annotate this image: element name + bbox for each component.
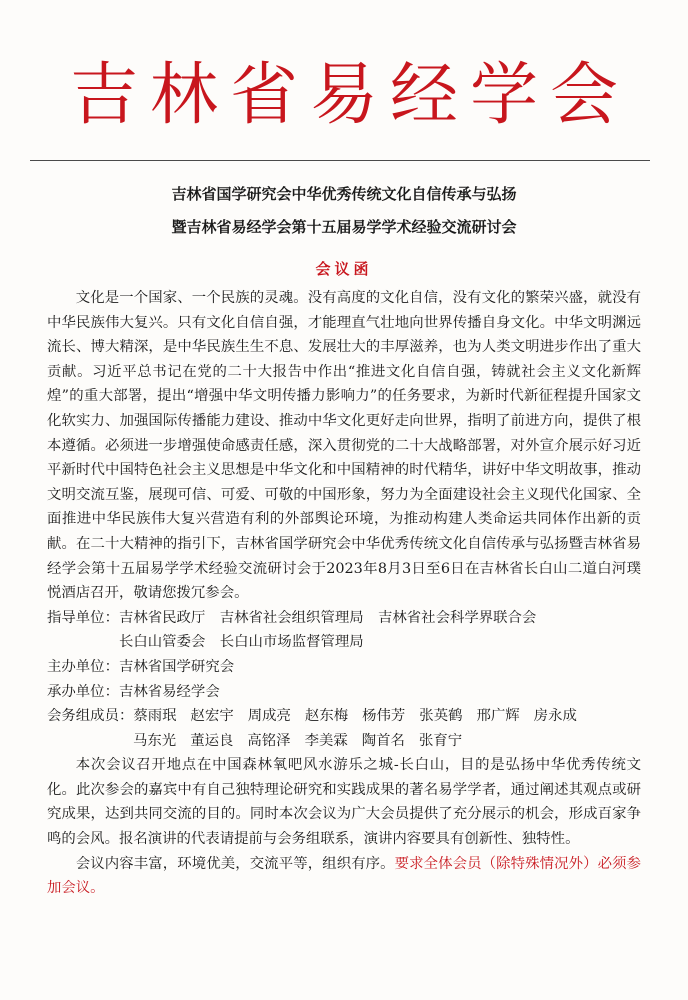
staff-name: 杨伟芳 [362, 708, 406, 725]
document-type-label: 会议函 [315, 260, 373, 278]
venue-paragraph: 本次会议召开地点在中国森林氧吧风水游乐之城-长白山，目的是弘扬中华优秀传统文化。此次参会的嘉宾中有自己独特理论研究和实践成果的著名易学学者，通过阐述其观点或研究成果，达到共同交流的目的。同时本次会议为广大会员提供了充分展示的机会，形成百家争鸣的会风。报名演讲的代表请提前与会务组联系，演讲内容要具有创新性、独特性。 [47, 757, 641, 848]
staff-name: 房永成 [533, 708, 577, 725]
closing-text: 会议内容丰富，环境优美，交流平等，组织有序。 [75, 855, 395, 872]
staff-name: 赵宏宇 [190, 708, 234, 725]
staff-name: 陶首名 [361, 732, 405, 749]
organizer-unit-row [47, 680, 641, 705]
letter-body [47, 286, 641, 901]
staff-name: 张育宁 [418, 732, 463, 749]
header-divider [30, 160, 650, 161]
guidance-units-line-2: 长白山管委会 长白山市场监督管理局 [119, 634, 364, 651]
staff-name: 董运良 [190, 732, 234, 749]
organizer-value: 吉林省易经学会 [118, 683, 220, 700]
org-letterhead-title: 吉林省易经学会 [69, 56, 630, 135]
guidance-label: 指导单位： [47, 609, 119, 626]
staff-name: 张英鹤 [419, 708, 463, 725]
meeting-title-line-1: 吉林省国学研究会中华优秀传统文化自信传承与弘扬 [171, 185, 517, 203]
staff-name: 赵东梅 [304, 708, 349, 725]
staff-name: 蔡雨珉 [133, 708, 177, 725]
host-label: 主办单位： [47, 658, 119, 675]
staff-name: 高铭泽 [247, 732, 291, 749]
host-value: 吉林省国学研究会 [118, 658, 235, 675]
intro-paragraph: 文化是一个国家、一个民族的灵魂。没有高度的文化自信，没有文化的繁荣兴盛，就没有中华民族伟大复兴。只有文化自信自强，才能理直气壮地向世界传播自身文化。中华文明渊远流长、博大精深，是中华民族生生不息、发展壮大的丰厚滋养，也为人类文明进步作出了重大贡献。习近平总书记在党的二十大报告中作出“推进文化自信自强，铸就社会主义文化新辉煌”的重大部署，提出“增强中华文明传播力影响力”的任务要求，为新时代新征程提升国家文化软实力、加强国际传播能力建设、推动中华文化更好走向世界，指明了前进方向，提供了根本遵循。必须进一步增强使命感责任感，深入贯彻党的二十大战略部署，对外宣介展示好习近平新时代中国特色社会主义思想是中华文化和中国精神的时代精华，讲好中华文明故事，推动文明交流互鉴，展现可信、可爱、可敬的中国形象，努力为全面建设社会主义现代化国家、全面推进中华民族伟大复兴营造有利的外部舆论环境，为推动构建人类命运共同体作出新的贡献。在二十大精神的指引下，吉林省国学研究会中华优秀传统文化自信传承与弘扬暨吉林省易经学会第十五届易学学术经验交流研讨会于2023年8月3日至6日在吉林省长白山二道白河璞悦酒店召开，敬请您拨冗参会。 [47, 290, 641, 602]
closing-paragraph [47, 852, 641, 901]
staff-name: 邢广辉 [476, 708, 520, 725]
guidance-units-row [47, 606, 641, 631]
staff-label: 会务组成员： [47, 708, 134, 725]
staff-row-1 [47, 704, 641, 729]
organizer-label: 承办单位： [47, 683, 119, 700]
staff-names-1 [133, 704, 641, 729]
staff-name: 李美霖 [304, 732, 348, 749]
staff-name: 马东光 [133, 732, 177, 749]
meeting-title-line-2: 暨吉林省易经学会第十五届易学学术经验交流研讨会 [171, 218, 517, 236]
staff-names-2 [47, 729, 641, 754]
host-unit-row [47, 655, 641, 680]
guidance-units-line-1: 吉林省民政厅 吉林省社会组织管理局 吉林省社会科学界联合会 [118, 609, 537, 626]
staff-name: 周成亮 [247, 708, 291, 725]
attendance-requirement: 要求全体会员（除特殊情况外）必须参加会议。 [47, 855, 641, 897]
